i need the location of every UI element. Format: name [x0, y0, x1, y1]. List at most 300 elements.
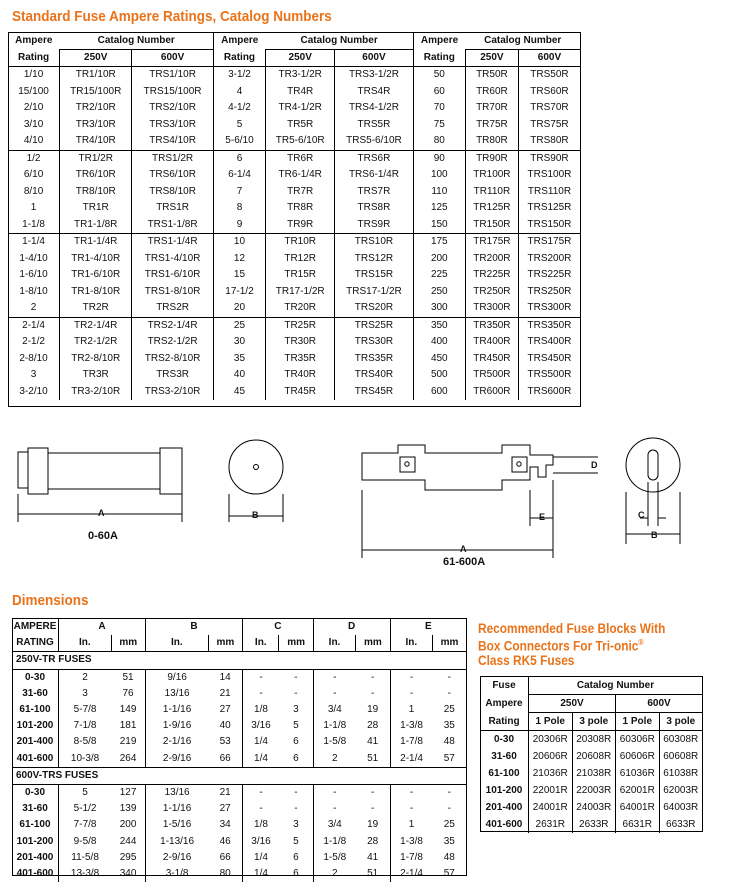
table-cell: 2-1/4 — [390, 866, 433, 882]
table-cell: 66 — [219, 851, 231, 863]
col-b: B — [145, 619, 242, 636]
col-a: A — [59, 619, 146, 636]
table-cell: 5 — [213, 117, 265, 134]
table-cell: 2-9/16 — [145, 751, 208, 768]
table-cell: 6-1/4 — [213, 167, 265, 184]
dim-e-label: E — [539, 512, 546, 522]
table-cell: TRS5R — [335, 117, 413, 134]
table-row — [8, 200, 580, 217]
table-cell: 1-5/8 — [313, 850, 356, 866]
table-cell: TR2/10R — [60, 100, 132, 117]
table-cell: TR60R — [465, 84, 518, 101]
table-cell: 76 — [122, 687, 134, 699]
table-cell: TRS7R — [335, 184, 413, 201]
table-cell: 27 — [219, 704, 231, 716]
table-cell: 64001R — [616, 799, 660, 816]
table-cell: TRS3-2/10R — [132, 384, 213, 401]
table-cell: - — [313, 686, 356, 702]
table-cell: 80 — [413, 133, 465, 150]
table-cell: 3 — [59, 686, 112, 702]
row-label: 101-200 — [16, 720, 54, 732]
table-cell: 175 — [413, 234, 465, 251]
table-cell: 139 — [119, 803, 137, 815]
table-cell: 1-1/8 — [313, 718, 356, 734]
col-catalog: Catalog Number — [60, 33, 214, 50]
table-cell: TRS1/2R — [132, 150, 213, 167]
row-label: 201-400 — [16, 851, 54, 863]
table-cell: TRS150R — [518, 217, 580, 234]
col-mm: mm — [208, 635, 242, 652]
small-fuse-drawing — [18, 440, 283, 522]
dim-a-label-small: A — [98, 508, 105, 518]
table-cell: 1-9/16 — [145, 718, 208, 734]
col-rating: Rating — [480, 713, 529, 731]
table-cell: - — [313, 669, 356, 686]
table-cell: - — [243, 801, 279, 817]
table-cell: - — [243, 669, 279, 686]
table-cell: 1-4/10 — [19, 252, 48, 264]
table-cell: TRS8/10R — [132, 184, 213, 201]
table-cell: 11-5/8 — [59, 850, 112, 866]
table-cell: TR5R — [266, 117, 335, 134]
ratings-table — [8, 32, 580, 400]
table-cell: TRS250R — [518, 284, 580, 301]
table-cell: 8/10 — [23, 185, 44, 197]
table-cell: 61036R — [616, 765, 660, 782]
table-row — [12, 834, 466, 850]
table-cell: 1-13/16 — [145, 834, 208, 850]
table-cell: 17-1/2 — [213, 284, 265, 301]
table-cell: - — [390, 669, 433, 686]
col-ampere: Ampere — [8, 33, 60, 50]
table-cell: TR200R — [465, 251, 518, 268]
blocks-title-line3: Class RK5 Fuses — [478, 652, 575, 668]
table-cell: TR15/100R — [60, 84, 132, 101]
table-cell: - — [294, 687, 298, 699]
table-cell: 35 — [213, 351, 265, 368]
col-250v: 250V — [266, 50, 335, 67]
table-cell: TR3R — [60, 367, 132, 384]
table-cell: TR17-1/2R — [266, 284, 335, 301]
col-600v: 600V — [335, 50, 413, 67]
table-row — [480, 765, 702, 782]
table-cell: 1 — [30, 202, 37, 213]
table-row — [8, 84, 580, 101]
table-cell: 1/2 — [26, 152, 41, 164]
table-cell: TR2-1/4R — [60, 317, 132, 334]
table-row — [480, 799, 702, 816]
table-cell: 8-5/8 — [59, 734, 112, 750]
col-ampere: Ampere — [413, 33, 465, 50]
table-cell: TRS35R — [335, 351, 413, 368]
table-cell: 1/4 — [243, 751, 279, 768]
table-cell: TRS200R — [518, 251, 580, 268]
table-cell: 62001R — [616, 782, 660, 799]
large-fuse-drawing — [362, 438, 680, 558]
table-cell: 181 — [119, 720, 137, 732]
table-row — [8, 67, 580, 84]
table-cell: TR12R — [266, 251, 335, 268]
table-cell: 450 — [413, 351, 465, 368]
table-row — [8, 334, 580, 351]
table-cell: TRS450R — [518, 351, 580, 368]
table-cell: TRS1R — [132, 200, 213, 217]
table-cell: 28 — [367, 720, 379, 732]
table-cell: 12 — [213, 251, 265, 268]
table-cell: 27 — [219, 803, 231, 815]
table-cell: TR70R — [465, 100, 518, 117]
table-cell: 53 — [219, 736, 231, 748]
table-cell: TRS350R — [518, 317, 580, 334]
table-cell: 5-7/8 — [59, 702, 112, 718]
dimensions-table — [12, 618, 466, 882]
col-e: E — [390, 619, 466, 636]
table-cell: 10-3/8 — [59, 751, 112, 768]
table-cell: TRS400R — [518, 334, 580, 351]
table-cell: 20606R — [529, 748, 573, 765]
table-cell: TR1-4/10R — [60, 251, 132, 268]
table-cell: 250 — [413, 284, 465, 301]
table-row — [8, 351, 580, 368]
table-row — [8, 184, 580, 201]
table-cell: 3 — [30, 369, 37, 380]
table-cell: 1/4 — [243, 866, 279, 882]
dim-b-label-large: B — [651, 530, 658, 540]
table-cell: TR9R — [266, 217, 335, 234]
col-250v: 250V — [60, 50, 132, 67]
table-cell: - — [243, 686, 279, 702]
table-cell: TR50R — [465, 67, 518, 84]
table-cell: TRS110R — [518, 184, 580, 201]
col-250v: 250V — [529, 695, 616, 713]
table-cell: 500 — [413, 367, 465, 384]
table-cell: 225 — [413, 267, 465, 284]
table-cell: TR1-6/10R — [60, 267, 132, 284]
table-cell: 2631R — [529, 816, 573, 833]
col-in: In. — [59, 635, 112, 652]
table-cell: 127 — [119, 787, 137, 799]
table-cell: 19 — [367, 704, 379, 716]
table-cell: 6 — [293, 868, 299, 880]
col-rating: Rating — [8, 50, 60, 67]
table-cell: 41 — [367, 736, 379, 748]
table-cell: 13/16 — [145, 785, 208, 802]
table-row — [8, 167, 580, 184]
table-cell: TRS2R — [132, 300, 213, 317]
table-row — [12, 669, 466, 686]
table-cell: 264 — [119, 752, 137, 764]
table-cell: 2 — [313, 751, 356, 768]
table-cell: - — [313, 801, 356, 817]
table-cell: - — [294, 671, 298, 683]
table-cell: 2/10 — [23, 102, 44, 113]
table-cell: 1-1/16 — [145, 801, 208, 817]
table-row — [8, 217, 580, 234]
table-cell: TR3-2/10R — [60, 384, 132, 401]
table-cell: TRS3/10R — [132, 117, 213, 134]
table-cell: TR6R — [266, 150, 335, 167]
table-cell: 2-1/4 — [390, 751, 433, 768]
table-cell: 6 — [293, 736, 299, 748]
table-cell: TR10R — [266, 234, 335, 251]
col-rating: Rating — [413, 50, 465, 67]
table-cell: 10 — [213, 234, 265, 251]
table-cell: TRS6-1/4R — [335, 167, 413, 184]
col-600v: 600V — [616, 695, 702, 713]
table-cell: 2-1/2 — [22, 336, 45, 347]
table-cell: 300 — [413, 300, 465, 317]
table-cell: 149 — [119, 704, 137, 716]
table-row — [480, 816, 702, 833]
table-cell: - — [294, 787, 298, 799]
col-c: C — [243, 619, 314, 636]
table-cell: - — [390, 785, 433, 802]
section-label: 250V-TR FUSES — [12, 652, 466, 669]
table-cell: TR600R — [465, 384, 518, 401]
table-cell: TR1-8/10R — [60, 284, 132, 301]
table-cell: TRS2-8/10R — [132, 351, 213, 368]
table-cell: TRS175R — [518, 234, 580, 251]
table-cell: 57 — [443, 752, 455, 764]
table-cell: 3/4 — [313, 702, 356, 718]
table-cell: TR80R — [465, 133, 518, 150]
table-cell: 51 — [367, 752, 379, 764]
table-cell: 2 — [8, 300, 60, 317]
registered-mark: ® — [638, 638, 644, 647]
row-label: 31-60 — [491, 751, 517, 762]
table-cell: 2-8/10 — [19, 352, 48, 364]
table-cell: 22003R — [572, 782, 616, 799]
table-row — [12, 718, 466, 734]
table-cell: 2-9/16 — [145, 850, 208, 866]
table-cell: 20 — [213, 300, 265, 317]
row-label: 0-30 — [24, 671, 45, 683]
row-label: 31-60 — [22, 803, 48, 815]
col-250v: 250V — [465, 50, 518, 67]
table-cell: 48 — [443, 736, 455, 748]
col-in: In. — [145, 635, 208, 652]
table-cell: TR125R — [465, 200, 518, 217]
table-cell: 200 — [119, 819, 137, 831]
table-row — [8, 150, 580, 167]
table-cell: 21036R — [529, 765, 573, 782]
table-cell: TRS3R — [132, 367, 213, 384]
table-cell: TRS25R — [335, 317, 413, 334]
table-cell: TRS2-1/2R — [132, 334, 213, 351]
table-cell: 19 — [367, 819, 379, 831]
col-mm: mm — [433, 635, 466, 652]
table-cell: 14 — [219, 671, 231, 683]
table-cell: 28 — [367, 835, 379, 847]
table-cell: TR7R — [266, 184, 335, 201]
table-cell: TR225R — [465, 267, 518, 284]
table-cell: 1 — [390, 702, 433, 718]
table-cell: - — [447, 671, 451, 683]
row-label: 61-100 — [488, 768, 520, 779]
table-cell: 400 — [413, 334, 465, 351]
table-cell: 70 — [413, 100, 465, 117]
table-cell: 244 — [119, 835, 137, 847]
dimensions-title: Dimensions — [12, 592, 89, 609]
table-cell: 48 — [443, 851, 455, 863]
col-catalog: Catalog Number — [529, 677, 703, 695]
table-row — [8, 384, 580, 401]
table-cell: 5 — [293, 720, 299, 732]
row-label: 61-100 — [19, 704, 51, 716]
dim-d-label: D — [591, 460, 598, 470]
table-cell: 219 — [119, 736, 137, 748]
table-cell: TRS15/100R — [132, 84, 213, 101]
section-row — [12, 652, 466, 669]
col-ampere: AMPERE — [12, 619, 59, 636]
table-cell: TRS75R — [518, 117, 580, 134]
table-cell: - — [390, 686, 433, 702]
table-cell: 4 — [213, 84, 265, 101]
col-1pole: 1 Pole — [529, 713, 573, 731]
table-cell: TR1-1/8R — [60, 217, 132, 234]
row-label: 101-200 — [16, 835, 54, 847]
table-cell: 3-1/2 — [213, 67, 265, 84]
table-cell: TRS6R — [335, 150, 413, 167]
table-cell: TRS2/10R — [132, 100, 213, 117]
table-cell: 295 — [119, 851, 137, 863]
row-label: 401-600 — [485, 819, 523, 830]
table-cell: 6 — [213, 150, 265, 167]
table-cell: TRS30R — [335, 334, 413, 351]
table-cell: 41 — [367, 851, 379, 863]
table-cell: TR400R — [465, 334, 518, 351]
table-row — [8, 300, 580, 317]
col-in: In. — [313, 635, 356, 652]
table-cell: 61038R — [659, 765, 702, 782]
table-cell: 350 — [413, 317, 465, 334]
table-cell: TR8/10R — [60, 184, 132, 201]
table-cell: 30 — [213, 334, 265, 351]
table-cell: - — [390, 801, 433, 817]
col-ampere: Ampere — [485, 698, 523, 709]
table-cell: 100 — [413, 167, 465, 184]
table-cell: 25 — [443, 819, 455, 831]
table-cell: 1-5/16 — [145, 817, 208, 833]
table-cell: 20308R — [572, 731, 616, 749]
table-cell: TR1R — [60, 200, 132, 217]
table-cell: TRS6/10R — [132, 167, 213, 184]
col-d: D — [313, 619, 390, 636]
table-row — [480, 782, 702, 799]
table-row — [12, 850, 466, 866]
table-cell: - — [370, 671, 375, 683]
table-cell: TRS9R — [335, 217, 413, 234]
table-cell: 200 — [413, 251, 465, 268]
table-cell: 46 — [219, 835, 231, 847]
table-cell: TRS15R — [335, 267, 413, 284]
table-cell: TRS300R — [518, 300, 580, 317]
col-mm: mm — [356, 635, 390, 652]
table-cell: TR4/10R — [60, 133, 132, 150]
table-cell: 1 — [390, 817, 433, 833]
table-cell: 125 — [413, 200, 465, 217]
table-cell: 2633R — [572, 816, 616, 833]
table-cell: TR2-8/10R — [60, 351, 132, 368]
table-cell: TRS500R — [518, 367, 580, 384]
col-rating: Rating — [213, 50, 265, 67]
table-cell: TR40R — [266, 367, 335, 384]
table-cell: 6631R — [616, 816, 660, 833]
table-cell: - — [447, 803, 451, 815]
table-cell: TRS20R — [335, 300, 413, 317]
col-3pole: 3 pole — [572, 713, 616, 731]
table-cell: 7 — [213, 184, 265, 201]
table-row — [12, 801, 466, 817]
table-cell: 1/8 — [243, 702, 279, 718]
blocks-title — [478, 622, 665, 668]
table-cell: 1-1/8 — [8, 217, 60, 234]
table-cell: 1-6/10 — [19, 269, 48, 280]
table-cell: - — [370, 803, 375, 815]
table-cell: TR90R — [465, 150, 518, 167]
table-cell: 60306R — [616, 731, 660, 749]
table-cell: TR6-1/4R — [266, 167, 335, 184]
table-cell: - — [313, 785, 356, 802]
table-cell: TR8R — [266, 200, 335, 217]
table-cell: 2 — [313, 866, 356, 882]
col-mm: mm — [111, 635, 145, 652]
table-cell: 20306R — [529, 731, 573, 749]
dim-a-label-large: A — [460, 544, 467, 554]
table-cell: 1-5/8 — [313, 734, 356, 750]
table-row — [12, 785, 466, 802]
table-cell: TRS125R — [518, 200, 580, 217]
table-cell: 75 — [413, 117, 465, 134]
table-cell: 6/10 — [23, 169, 44, 180]
table-cell: 60606R — [616, 748, 660, 765]
table-cell: 4-1/2 — [213, 100, 265, 117]
table-cell: 3/4 — [313, 817, 356, 833]
col-600v: 600V — [132, 50, 213, 67]
table-cell: TRS10R — [335, 234, 413, 251]
table-cell: TRS600R — [518, 384, 580, 401]
table-row — [12, 734, 466, 750]
table-cell: TRS5-6/10R — [335, 133, 413, 150]
table-cell: 1-7/8 — [390, 734, 433, 750]
table-row — [8, 234, 580, 251]
dim-c-label: C — [638, 510, 645, 520]
table-cell: TRS90R — [518, 150, 580, 167]
table-cell: TRS60R — [518, 84, 580, 101]
table-cell: 50 — [413, 67, 465, 84]
table-cell: TR110R — [465, 184, 518, 201]
row-label: 401-600 — [16, 752, 54, 764]
col-mm: mm — [279, 635, 313, 652]
table-cell: 1/4 — [243, 850, 279, 866]
table-cell: 35 — [443, 835, 455, 847]
table-cell: 21 — [219, 787, 231, 799]
table-cell: 150 — [413, 217, 465, 234]
table-row — [8, 317, 580, 334]
table-cell: TR20R — [266, 300, 335, 317]
table-cell: TRS12R — [335, 251, 413, 268]
col-rating: RATING — [12, 635, 59, 652]
table-cell: TRS1-6/10R — [132, 267, 213, 284]
table-cell: TR15R — [266, 267, 335, 284]
table-cell: 34 — [219, 819, 231, 831]
table-cell: 1/4 — [243, 734, 279, 750]
table-row — [12, 817, 466, 833]
table-cell: 51 — [367, 868, 379, 880]
table-cell: TRS1-8/10R — [132, 284, 213, 301]
table-cell: 90 — [413, 150, 465, 167]
table-cell: 24001R — [529, 799, 573, 816]
